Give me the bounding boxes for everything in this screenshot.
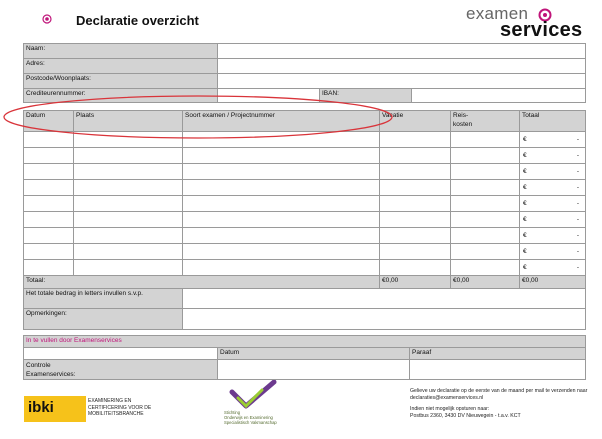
submission-instructions [410,388,595,420]
stichting-text-line: Specialistisch Vakmanschap [224,420,277,425]
totaal-cell [520,180,586,196]
table-row [24,244,586,260]
amount-dash: - [576,200,579,207]
soort-cell[interactable] [183,260,380,276]
datum-cell[interactable] [24,164,74,180]
office-paraaf-field[interactable] [410,360,586,380]
logo-examen-text: examen [466,4,529,23]
reiskosten-cell[interactable] [451,244,520,260]
total-reiskosten: €0,00 [451,276,520,289]
totaal-cell [520,148,586,164]
amount-dash: - [576,136,579,143]
reiskosten-cell[interactable] [451,228,520,244]
table-row [24,260,586,276]
ibki-logo-text: ibki [28,399,54,416]
totaal-cell [520,212,586,228]
datum-cell[interactable] [24,260,74,276]
soort-cell[interactable] [183,196,380,212]
naam-field[interactable] [218,44,586,59]
controle-line1: Controle [26,362,51,369]
total-vacatie: €0,00 [380,276,451,289]
office-use-table [23,335,586,380]
plaats-cell[interactable] [74,148,183,164]
plaats-cell[interactable] [74,180,183,196]
instruction-post-address: Postbus 2360, 3430 DV Nieuwegein - t.a.v. KCT [410,413,521,419]
currency-symbol: € [523,152,527,159]
plaats-cell[interactable] [74,164,183,180]
currency-symbol: € [523,184,527,191]
reiskosten-cell[interactable] [451,180,520,196]
amount-in-letters-label: Het totale bedrag in letters invullen s.v.p. [24,289,183,309]
ibki-tagline-line: MOBILITEITSBRANCHE [88,411,144,417]
datum-cell[interactable] [24,148,74,164]
plaats-cell[interactable] [74,228,183,244]
reiskosten-cell[interactable] [451,196,520,212]
plaats-cell[interactable] [74,260,183,276]
logo-services-text: services [500,19,583,41]
amount-dash: - [576,248,579,255]
vacatie-cell[interactable] [380,164,451,180]
vacatie-cell[interactable] [380,260,451,276]
soort-cell[interactable] [183,180,380,196]
instruction-post-label: Indien niet mogelijk opsturen naar: [410,406,490,412]
column-header-vacatie: Vacatie [380,111,451,132]
table-row [24,228,586,244]
vacatie-cell[interactable] [380,228,451,244]
kosten-label: kosten [453,121,473,128]
totaal-cell [520,164,586,180]
table-row [24,196,586,212]
currency-symbol: € [523,136,527,143]
amount-in-letters-field[interactable] [183,289,586,309]
currency-symbol: € [523,216,527,223]
totaal-cell [520,132,586,148]
plaats-cell[interactable] [74,212,183,228]
currency-symbol: € [523,264,527,271]
iban-label: IBAN: [320,89,412,103]
office-use-heading: In te vullen door Examenservices [24,336,586,348]
checkmark-icon [228,380,278,410]
totaal-cell [520,260,586,276]
stichting-text-line: Onderwijs en Examinering [224,415,273,420]
stichting-text [224,410,294,425]
table-row [24,164,586,180]
opmerkingen-label: Opmerkingen: [24,309,183,330]
postcode-field[interactable] [218,74,586,89]
column-header-plaats: Plaats [74,111,183,132]
ibki-logo-box [24,396,86,422]
soort-cell[interactable] [183,164,380,180]
ibki-tagline-line: CERTIFICERING VOOR DE [88,404,152,411]
plaats-cell[interactable] [74,196,183,212]
ibki-logo [24,394,194,426]
amount-dash: - [576,184,579,191]
amount-dash: - [576,264,579,271]
currency-symbol: € [523,200,527,207]
soort-cell[interactable] [183,148,380,164]
vacatie-cell[interactable] [380,196,451,212]
iban-field[interactable] [412,89,586,103]
soort-cell[interactable] [183,228,380,244]
reiskosten-cell[interactable] [451,132,520,148]
column-header-reiskosten [451,111,520,132]
ibki-tagline [88,398,198,418]
currency-symbol: € [523,248,527,255]
column-header-totaal: Totaal [520,111,586,132]
reiskosten-cell[interactable] [451,164,520,180]
vacatie-cell[interactable] [380,180,451,196]
reis-label: Reis- [453,112,469,119]
page-title: Declaratie overzicht [76,13,199,28]
datum-cell[interactable] [24,196,74,212]
datum-cell[interactable] [24,180,74,196]
datum-cell[interactable] [24,212,74,228]
controle-line2: Examenservices: [26,371,76,378]
adres-label: Adres: [24,59,218,74]
stichting-logo [224,380,294,435]
controle-label [24,360,218,380]
office-datum-field[interactable] [218,360,410,380]
examenservices-logo [460,4,600,40]
datum-cell[interactable] [24,228,74,244]
naam-label: Naam: [24,44,218,59]
total-totaal: €0,00 [520,276,586,289]
amount-dash: - [576,216,579,223]
currency-symbol: € [523,168,527,175]
reiskosten-cell[interactable] [451,260,520,276]
soort-cell[interactable] [183,244,380,260]
table-row [24,180,586,196]
datum-cell[interactable] [24,244,74,260]
opmerkingen-field[interactable] [183,309,586,330]
adres-field[interactable] [218,59,586,74]
bullet-icon [42,14,52,24]
vacatie-cell[interactable] [380,244,451,260]
office-empty-cell [24,348,218,360]
stichting-text-line: Stichting [224,410,241,415]
totaal-cell [520,196,586,212]
column-header-soort: Soort examen / Projectnummer [183,111,380,132]
instruction-email: Gelieve uw declaratie op de eerste van de maand per mail te verzenden naar declaraties@examenservices.nl [410,388,588,401]
currency-symbol: € [523,232,527,239]
column-header-datum: Datum [24,111,74,132]
vacatie-cell[interactable] [380,212,451,228]
office-datum-label: Datum [218,348,410,360]
amount-dash: - [576,232,579,239]
ibki-tagline-line: EXAMINERING EN [88,398,132,404]
table-row [24,212,586,228]
reiskosten-cell[interactable] [451,148,520,164]
reiskosten-cell[interactable] [451,212,520,228]
totals-label: Totaal: [24,276,380,289]
annotation-ellipse [0,92,400,144]
amount-dash: - [576,152,579,159]
plaats-cell[interactable] [74,244,183,260]
vacatie-cell[interactable] [380,148,451,164]
amount-dash: - [576,168,579,175]
crediteur-label: Crediteurennummer: [24,89,218,103]
table-row [24,148,586,164]
postcode-label: Postcode/Woonplaats: [24,74,218,89]
soort-cell[interactable] [183,212,380,228]
office-paraaf-label: Paraaf [410,348,586,360]
totaal-cell [520,228,586,244]
totaal-cell [520,244,586,260]
